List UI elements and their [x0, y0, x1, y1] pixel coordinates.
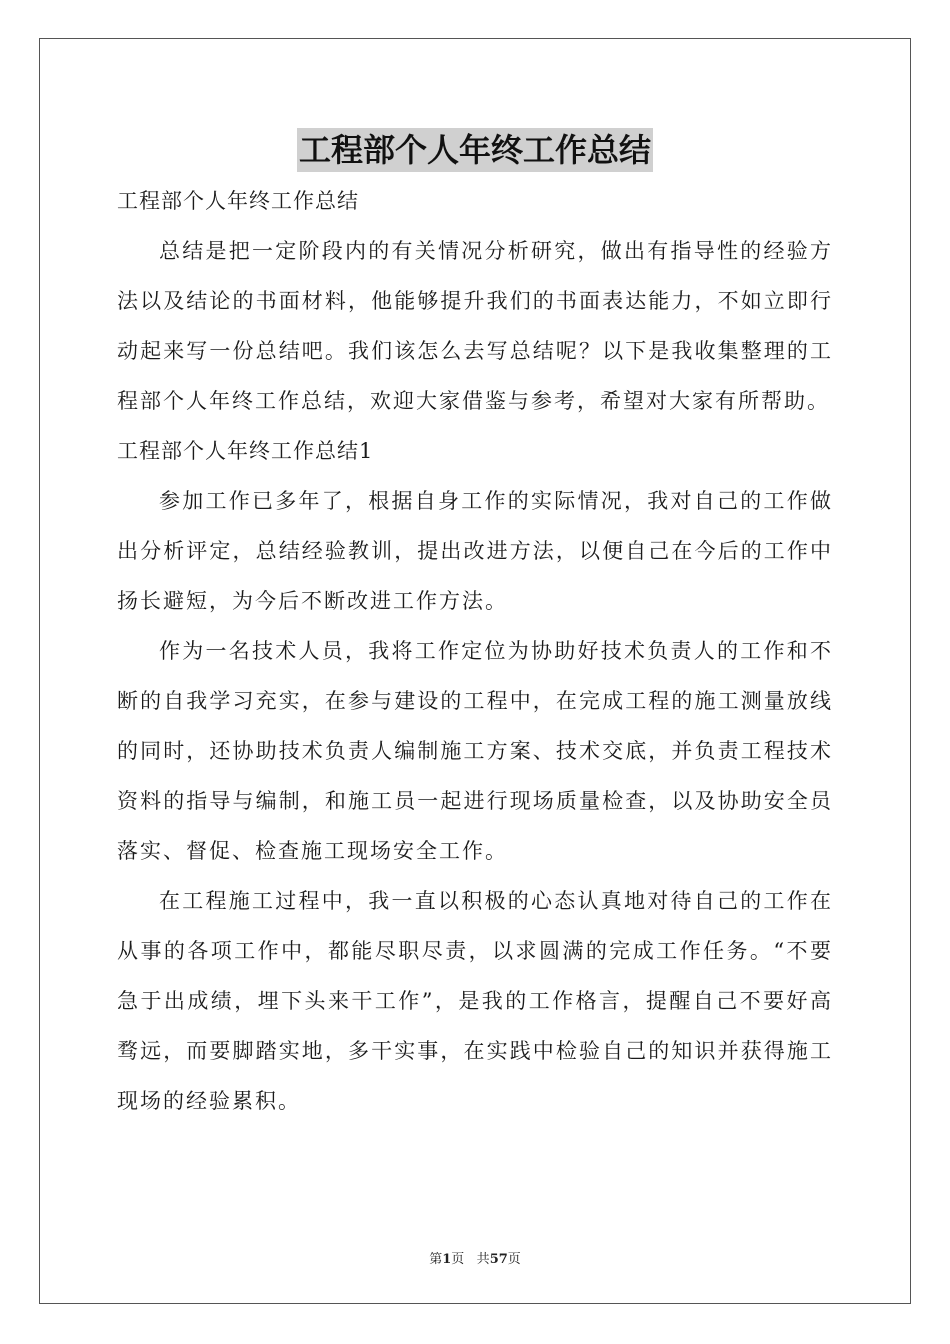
page-footer — [0, 1248, 950, 1267]
document-subtitle: 工程部个人年终工作总结 — [117, 189, 359, 213]
footer-prefix: 第 — [429, 1252, 443, 1267]
current-page-number: 1 — [442, 1252, 452, 1267]
footer-total-prefix: 共 — [476, 1252, 490, 1267]
footer-total-suffix: 页 — [507, 1252, 521, 1267]
document-title — [0, 128, 950, 172]
body-paragraph: 在工程施工过程中，我一直以积极的心态认真地对待自己的工作在从事的各项工作中，都能尽职尽责，以求圆满的完成工作任务。“不要急于出成绩，埋下头来干工作”，是我的工作格言，提醒自己不要好高骛远，而要脚踏实地，多干实事，在实践中检验自己的知识并获得施工现场的经验累积。 — [117, 889, 833, 1113]
footer-page-suffix: 页 — [451, 1252, 465, 1267]
document-title-text: 工程部个人年终工作总结 — [297, 128, 653, 172]
body-paragraph: 作为一名技术人员，我将工作定位为协助好技术负责人的工作和不断的自我学习充实，在参与建设的工程中，在完成工程的施工测量放线的同时，还协助技术负责人编制施工方案、技术交底，并负责工程技术资料的指导与编制，和施工员一起进行现场质量检查，以及协助安全员落实、督促、检查施工现场安全工作。 — [117, 639, 833, 863]
intro-paragraph: 总结是把一定阶段内的有关情况分析研究，做出有指导性的经验方法以及结论的书面材料，他能够提升我们的书面表达能力，不如立即行动起来写一份总结吧。我们该怎么去写总结呢？以下是我收集整理的工程部个人年终工作总结，欢迎大家借鉴与参考，希望对大家有所帮助。 — [117, 239, 833, 413]
document-body — [117, 176, 833, 1126]
section-heading: 工程部个人年终工作总结1 — [117, 439, 374, 463]
body-paragraph: 参加工作已多年了，根据自身工作的实际情况，我对自己的工作做出分析评定，总结经验教训，提出改进方法，以便自己在今后的工作中扬长避短，为今后不断改进工作方法。 — [117, 489, 833, 613]
total-page-count: 57 — [489, 1252, 508, 1267]
